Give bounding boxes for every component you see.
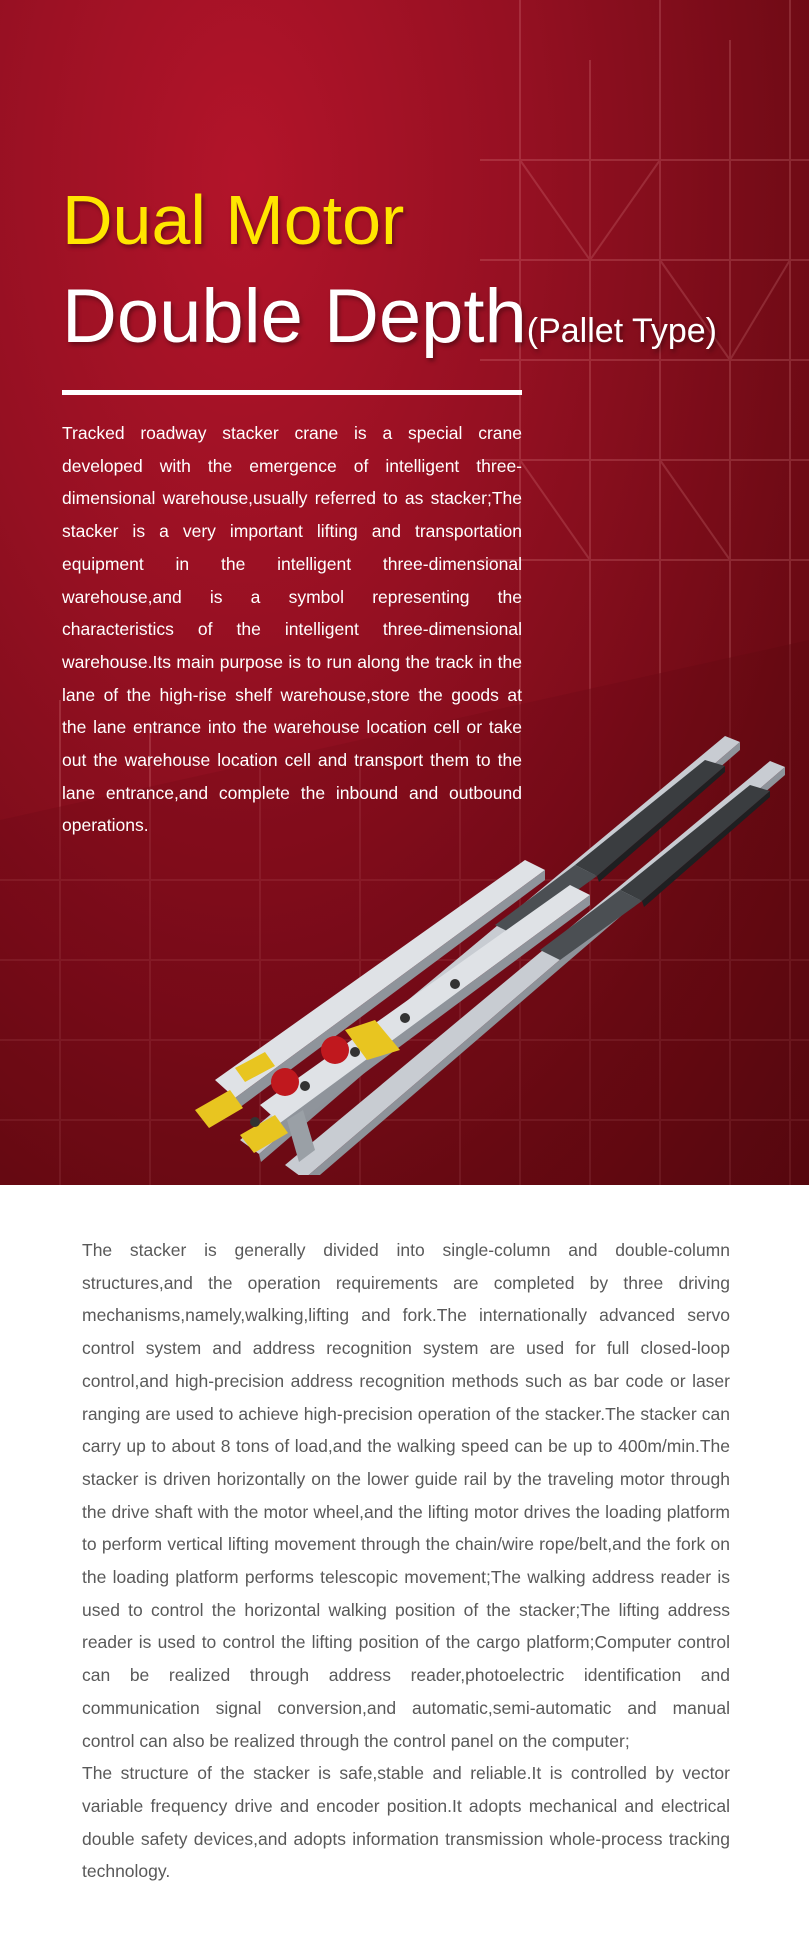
hero-description: Tracked roadway stacker crane is a special crane developed with the emergence of intelligent three-dimensional warehouse,usually referred to as stacker;The stacker is a very important lifting and transportation equipment in the intelligent three-dimensional warehouse,and is a symbol representing the characteristics of the intelligent three-dimensional warehouse.Its main purpose is to run along the track in the lane of the high-rise shelf warehouse,store the goods at the lane entrance into the warehouse location cell or take out the warehouse location cell and transport them to the lane entrance,and complete the inbound and outbound operations. bbox=[62, 423, 522, 836]
detail-paragraph-2: The structure of the stacker is safe,stable and reliable.It is controlled by vector variable frequency drive and encoder position.It adopts mechanical and electrical double safety devices,and adopts information transmission whole-process tracking technology. bbox=[82, 1763, 730, 1882]
title-divider bbox=[62, 390, 522, 395]
hero-title-line2 bbox=[62, 274, 717, 374]
telescopic-fork-image bbox=[195, 730, 785, 1175]
hero-title-suffix: (Pallet Type) bbox=[526, 312, 718, 350]
hero-title-line1: Dual Motor bbox=[62, 181, 405, 259]
detail-section bbox=[82, 1234, 730, 1888]
detail-paragraph-1: The stacker is generally divided into single-column and double-column structures,and the operation requirements are completed by three driving mechanisms,namely,walking,lifting and fork.The internationally advanced servo control system and address recognition system are used for full closed-loop control,and high-precision address recognition methods such as bar code or laser ranging are used to achieve high-precision operation of the stacker.The stacker can carry up to about 8 tons of load,and the walking speed can be up to 400m/min.The stacker is driven horizontally on the lower guide rail by the traveling motor through the drive shaft with the motor wheel,and the lifting motor drives the loading platform to perform vertical lifting movement through the chain/wire rope/belt,and the fork on the loading platform performs telescopic movement;The walking address reader is used to control the horizontal walking position of the stacker;The lifting address reader is used to control the lifting position of the cargo platform;Computer control can be realized through address reader,photoelectric identification and communication signal conversion,and automatic,semi-automatic and manual control can also be realized through the control panel on the computer; bbox=[82, 1240, 730, 1751]
hero-title-main: Double Depth bbox=[62, 274, 527, 359]
